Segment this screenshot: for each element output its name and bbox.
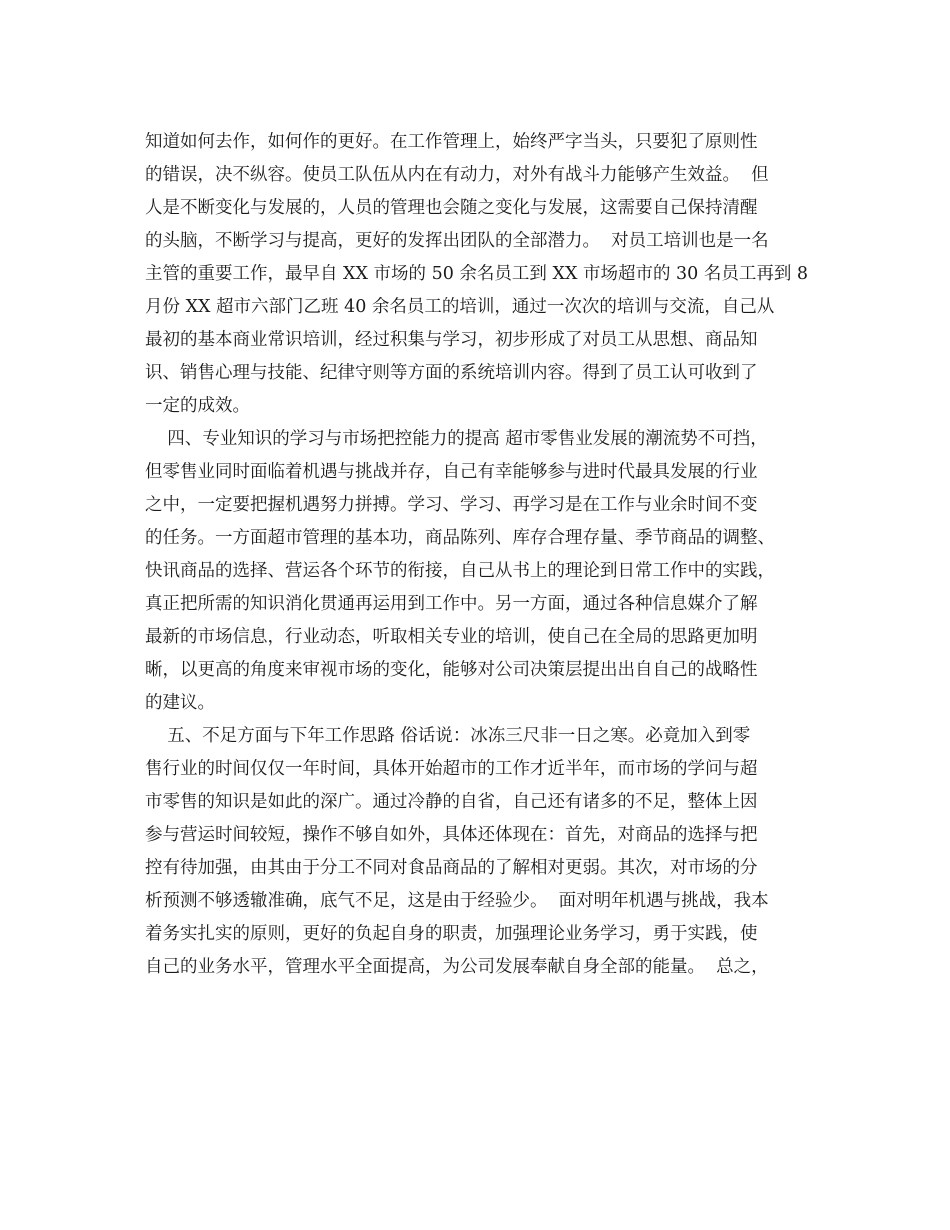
text-line-6: 月份 XX 超市六部门乙班 40 余名员工的培训，通过一次次的培训与交流，自己从 [145,297,775,317]
text-line-5: 主管的重要工作，最早自 XX 市场的 50 余名员工到 XX 市场超市的 30 名员工再到 8 [145,264,809,284]
text-line-8: 识、销售心理与技能、纪律守则等方面的系统培训内容。得到了员工认可收到了 [145,363,758,383]
text-line-23: 控有待加强，由其由于分工不同对食品商品的了解相对更弱。其次，对市场的分 [145,858,758,878]
section-heading-5: 五、不足方面与下年工作思路 俗话说：冰冻三尺非一日之寒。必竟加入到零 [145,726,751,746]
text-line-11: 但零售业同时面临着机遇与挑战并存，自己有幸能够参与进时代最具发展的行业 [145,462,758,482]
text-line-24: 析预测不够透辙准确，底气不足，这是由于经验少。 面对明年机遇与挑战，我本 [145,891,769,911]
text-line-16: 最新的市场信息，行业动态，听取相关专业的培训，使自己在全局的思路更加明 [145,627,758,647]
text-line-7: 最初的基本商业常识培训，经过积集与学习，初步形成了对员工从思想、商品知 [145,330,758,350]
text-line-22: 参与营运时间较短，操作不够自如外，具体还体现在：首先，对商品的选择与把 [145,825,758,845]
text-line-17: 晰，以更高的角度来审视市场的变化，能够对公司决策层提出出自自己的战略性 [145,660,758,680]
body-text [145,126,825,984]
text-line-15: 真正把所需的知识消化贯通再运用到工作中。另一方面，通过各种信息媒介了解 [145,594,758,614]
text-line-25: 着务实扎实的原则，更好的负起自身的职责，加强理论业务学习，勇于实践，使 [145,924,758,944]
text-line-26: 自己的业务水平，管理水平全面提高，为公司发展奉献自身全部的能量。 总之， [145,957,769,977]
text-line-21: 市零售的知识是如此的深广。通过冷静的自省，自己还有诸多的不足，整体上因 [145,792,758,812]
text-line-13: 的任务。一方面超市管理的基本功，商品陈列、库存合理存量、季节商品的调整、 [145,528,775,548]
section-heading-4: 四、专业知识的学习与市场把控能力的提高 超市零售业发展的潮流势不可挡， [145,429,768,449]
text-line-14: 快讯商品的选择、营运各个环节的衔接，自己从书上的理论到日常工作中的实践， [145,561,775,581]
text-line-18: 的建议。 [145,693,215,713]
text-line-9: 一定的成效。 [145,396,250,416]
text-line-1: 知道如何去作，如何作的更好。在工作管理上，始终严字当头，只要犯了原则性 [145,132,758,152]
text-line-12: 之中，一定要把握机遇努力拼搏。学习、学习、再学习是在工作与业余时间不变 [145,495,758,515]
text-line-20: 售行业的时间仅仅一年时间，具体开始超市的工作才近半年，而市场的学问与超 [145,759,758,779]
text-line-2: 的错误，决不纵容。使员工队伍从内在有动力，对外有战斗力能够产生效益。 但 [145,165,769,185]
text-line-3: 人是不断变化与发展的，人员的管理也会随之变化与发展，这需要自己保持清醒 [145,198,758,218]
text-line-4: 的头脑，不断学习与提高，更好的发挥出团队的全部潜力。 对员工培训也是一名 [145,231,769,251]
